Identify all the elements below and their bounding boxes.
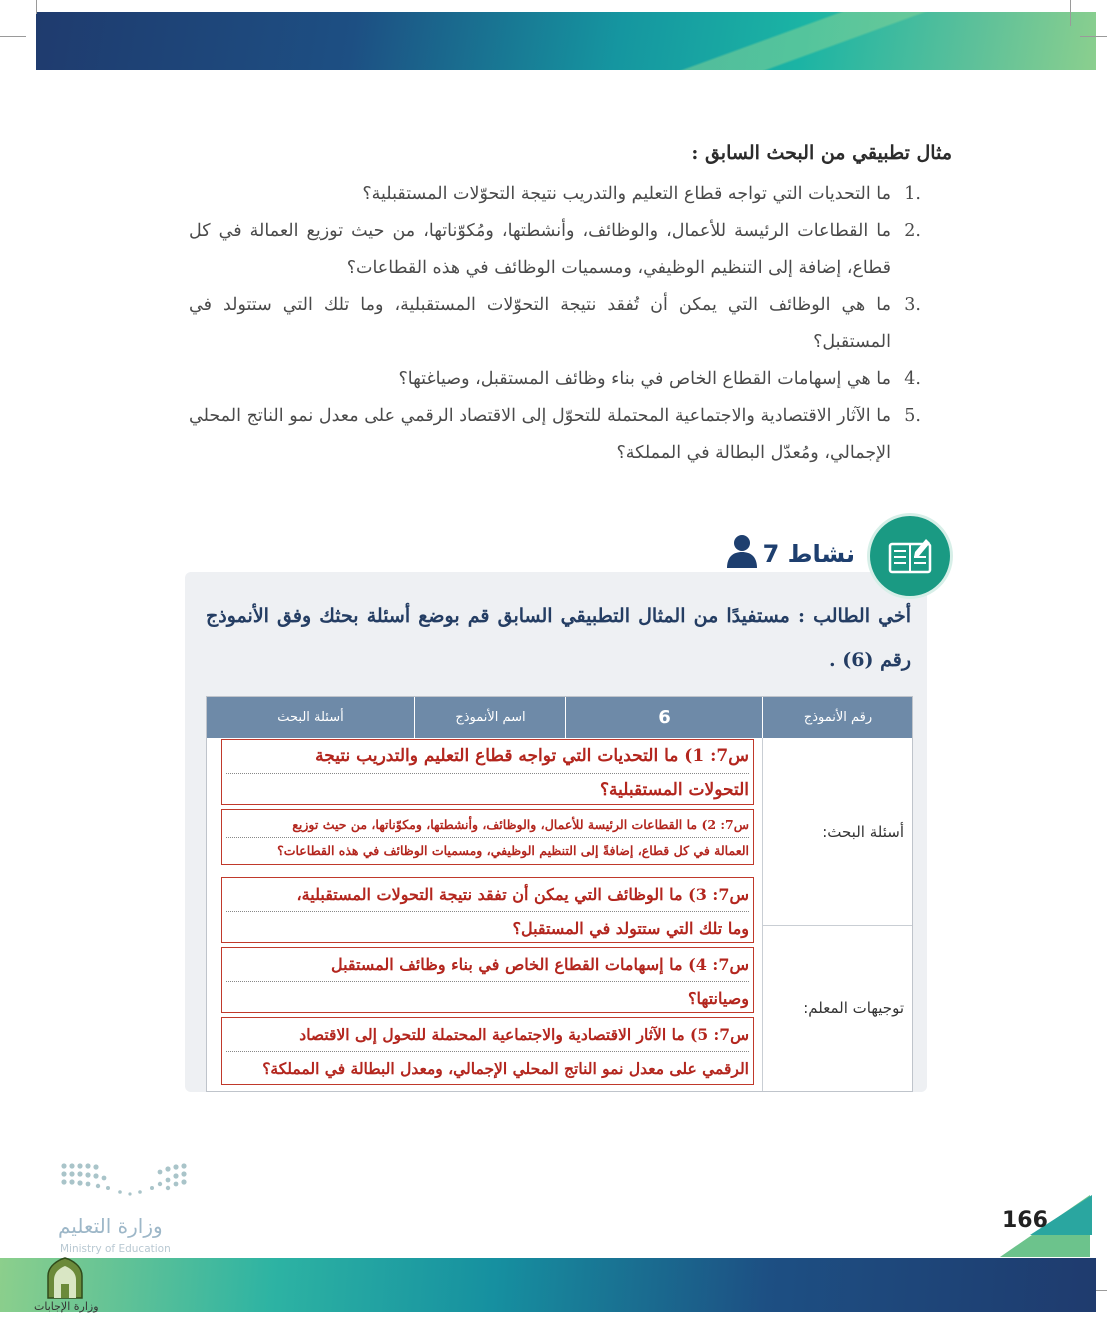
- answer-line: الرقمي على معدل نمو الناتج المحلي الإجمالي، ومعدل البطالة في المملكة؟: [262, 1059, 749, 1078]
- answer-line: س7: 5) ما الآثار الاقتصادية والاجتماعية المحتملة للتحول إلى الاقتصاد: [226, 1018, 749, 1052]
- intro-title: مثال تطبيقي من البحث السابق :: [691, 142, 952, 164]
- list-item-text: ما الآثار الاقتصادية والاجتماعية المحتملة للتحوّل إلى الاقتصاد الرقمي على معدل نمو الناتج المحلي الإجمالي، ومُعدّل البطالة في المملكة؟: [189, 406, 891, 463]
- column-divider: [762, 738, 763, 1091]
- list-item-number: .1: [904, 184, 921, 204]
- answer-box: [221, 947, 754, 1013]
- list-item: [189, 213, 921, 287]
- list-item-number: .4: [904, 369, 921, 389]
- answer-line: العمالة في كل قطاع، إضافةً إلى التنظيم الوظيفي، ومسميات الوظائف في هذه القطاعات؟: [277, 843, 749, 858]
- header-model-number: 6: [565, 697, 763, 738]
- ministry-logo-dots-icon: [60, 1160, 190, 1206]
- activity-instruction: أخي الطالب : مستفيدًا من المثال التطبيقي السابق قم بوضع أسئلة بحثك وفق الأنموذج رقم (6) .: [206, 605, 911, 671]
- answer-line: س7: 3) ما الوظائف التي يمكن أن تفقد نتيجة التحولات المستقبلية،: [226, 878, 749, 912]
- list-item-text: ما التحديات التي تواجه قطاع التعليم والتدريب نتيجة التحوّلات المستقبلية؟: [362, 184, 891, 204]
- activity-badge: [870, 516, 950, 596]
- activity-title: نشاط 7: [762, 540, 855, 568]
- answer-line: س7: 1) ما التحديات التي تواجه قطاع التعليم والتدريب نتيجة: [226, 740, 749, 774]
- answer-line: س7: 2) ما القطاعات الرئيسة للأعمال، والوظائف، وأنشطتها، ومكوّناتها، من حيث توزيع: [226, 812, 749, 838]
- ministry-name-arabic: وزارة التعليم: [58, 1214, 163, 1238]
- list-item-number: .5: [904, 406, 921, 426]
- list-item: [189, 176, 921, 213]
- header-model-name-label: اسم الأنموذج: [414, 697, 566, 738]
- top-banner-stripe: [560, 12, 1096, 70]
- crop-mark: [1070, 0, 1071, 26]
- questions-list: [189, 176, 921, 472]
- list-item-text: ما القطاعات الرئيسة للأعمال، والوظائف، وأنشطتها، ومُكوّناتها، من حيث توزيع العمالة في كل قطاع، إضافة إلى التنظيم الوظيفي، ومسميات الوظائف في هذه القطاعات؟: [189, 221, 891, 278]
- answer-line: وصيانتها؟: [687, 989, 749, 1008]
- header-model-number-label: رقم الأنموذج: [762, 697, 913, 738]
- row-label-teacher-guidance: توجيهات المعلم:: [803, 999, 904, 1017]
- watermark-logo-text: وزارة الإجابات: [34, 1300, 99, 1313]
- answer-box: [221, 877, 754, 943]
- ministry-name-english: Ministry of Education: [60, 1243, 171, 1255]
- list-item: [189, 287, 921, 361]
- page-number: 166: [1002, 1208, 1048, 1233]
- list-item-number: .3: [904, 295, 921, 315]
- list-item: [189, 398, 921, 472]
- table-header: [207, 697, 912, 738]
- list-item-number: .2: [904, 221, 921, 241]
- row-label-research-questions: أسئلة البحث:: [822, 822, 904, 841]
- notebook-pen-icon: [888, 536, 932, 576]
- answer-box: [221, 739, 754, 805]
- mosque-logo-icon: [44, 1256, 86, 1300]
- answer-line: التحولات المستقبلية؟: [599, 780, 749, 800]
- list-item-text: ما هي إسهامات القطاع الخاص في بناء وظائف المستقبل، وصياغتها؟: [398, 369, 891, 389]
- crop-mark: [0, 36, 26, 37]
- list-item-text: ما هي الوظائف التي يمكن أن تُفقد نتيجة التحوّلات المستقبلية، وما تلك التي ستتولد في المستقبل؟: [189, 295, 891, 352]
- list-item: [189, 361, 921, 398]
- answer-line: وما تلك التي ستتولد في المستقبل؟: [512, 919, 749, 938]
- header-research-questions-label: أسئلة البحث: [277, 710, 344, 725]
- bottom-banner: [0, 1258, 1096, 1312]
- answer-line: س7: 4) ما إسهامات القطاع الخاص في بناء وظائف المستقبل: [226, 948, 749, 982]
- person-icon: [726, 534, 758, 568]
- answer-box: [221, 809, 754, 865]
- answer-box: [221, 1017, 754, 1085]
- crop-mark: [36, 0, 37, 14]
- research-questions-table: [206, 696, 913, 1092]
- crop-mark: [1080, 36, 1107, 37]
